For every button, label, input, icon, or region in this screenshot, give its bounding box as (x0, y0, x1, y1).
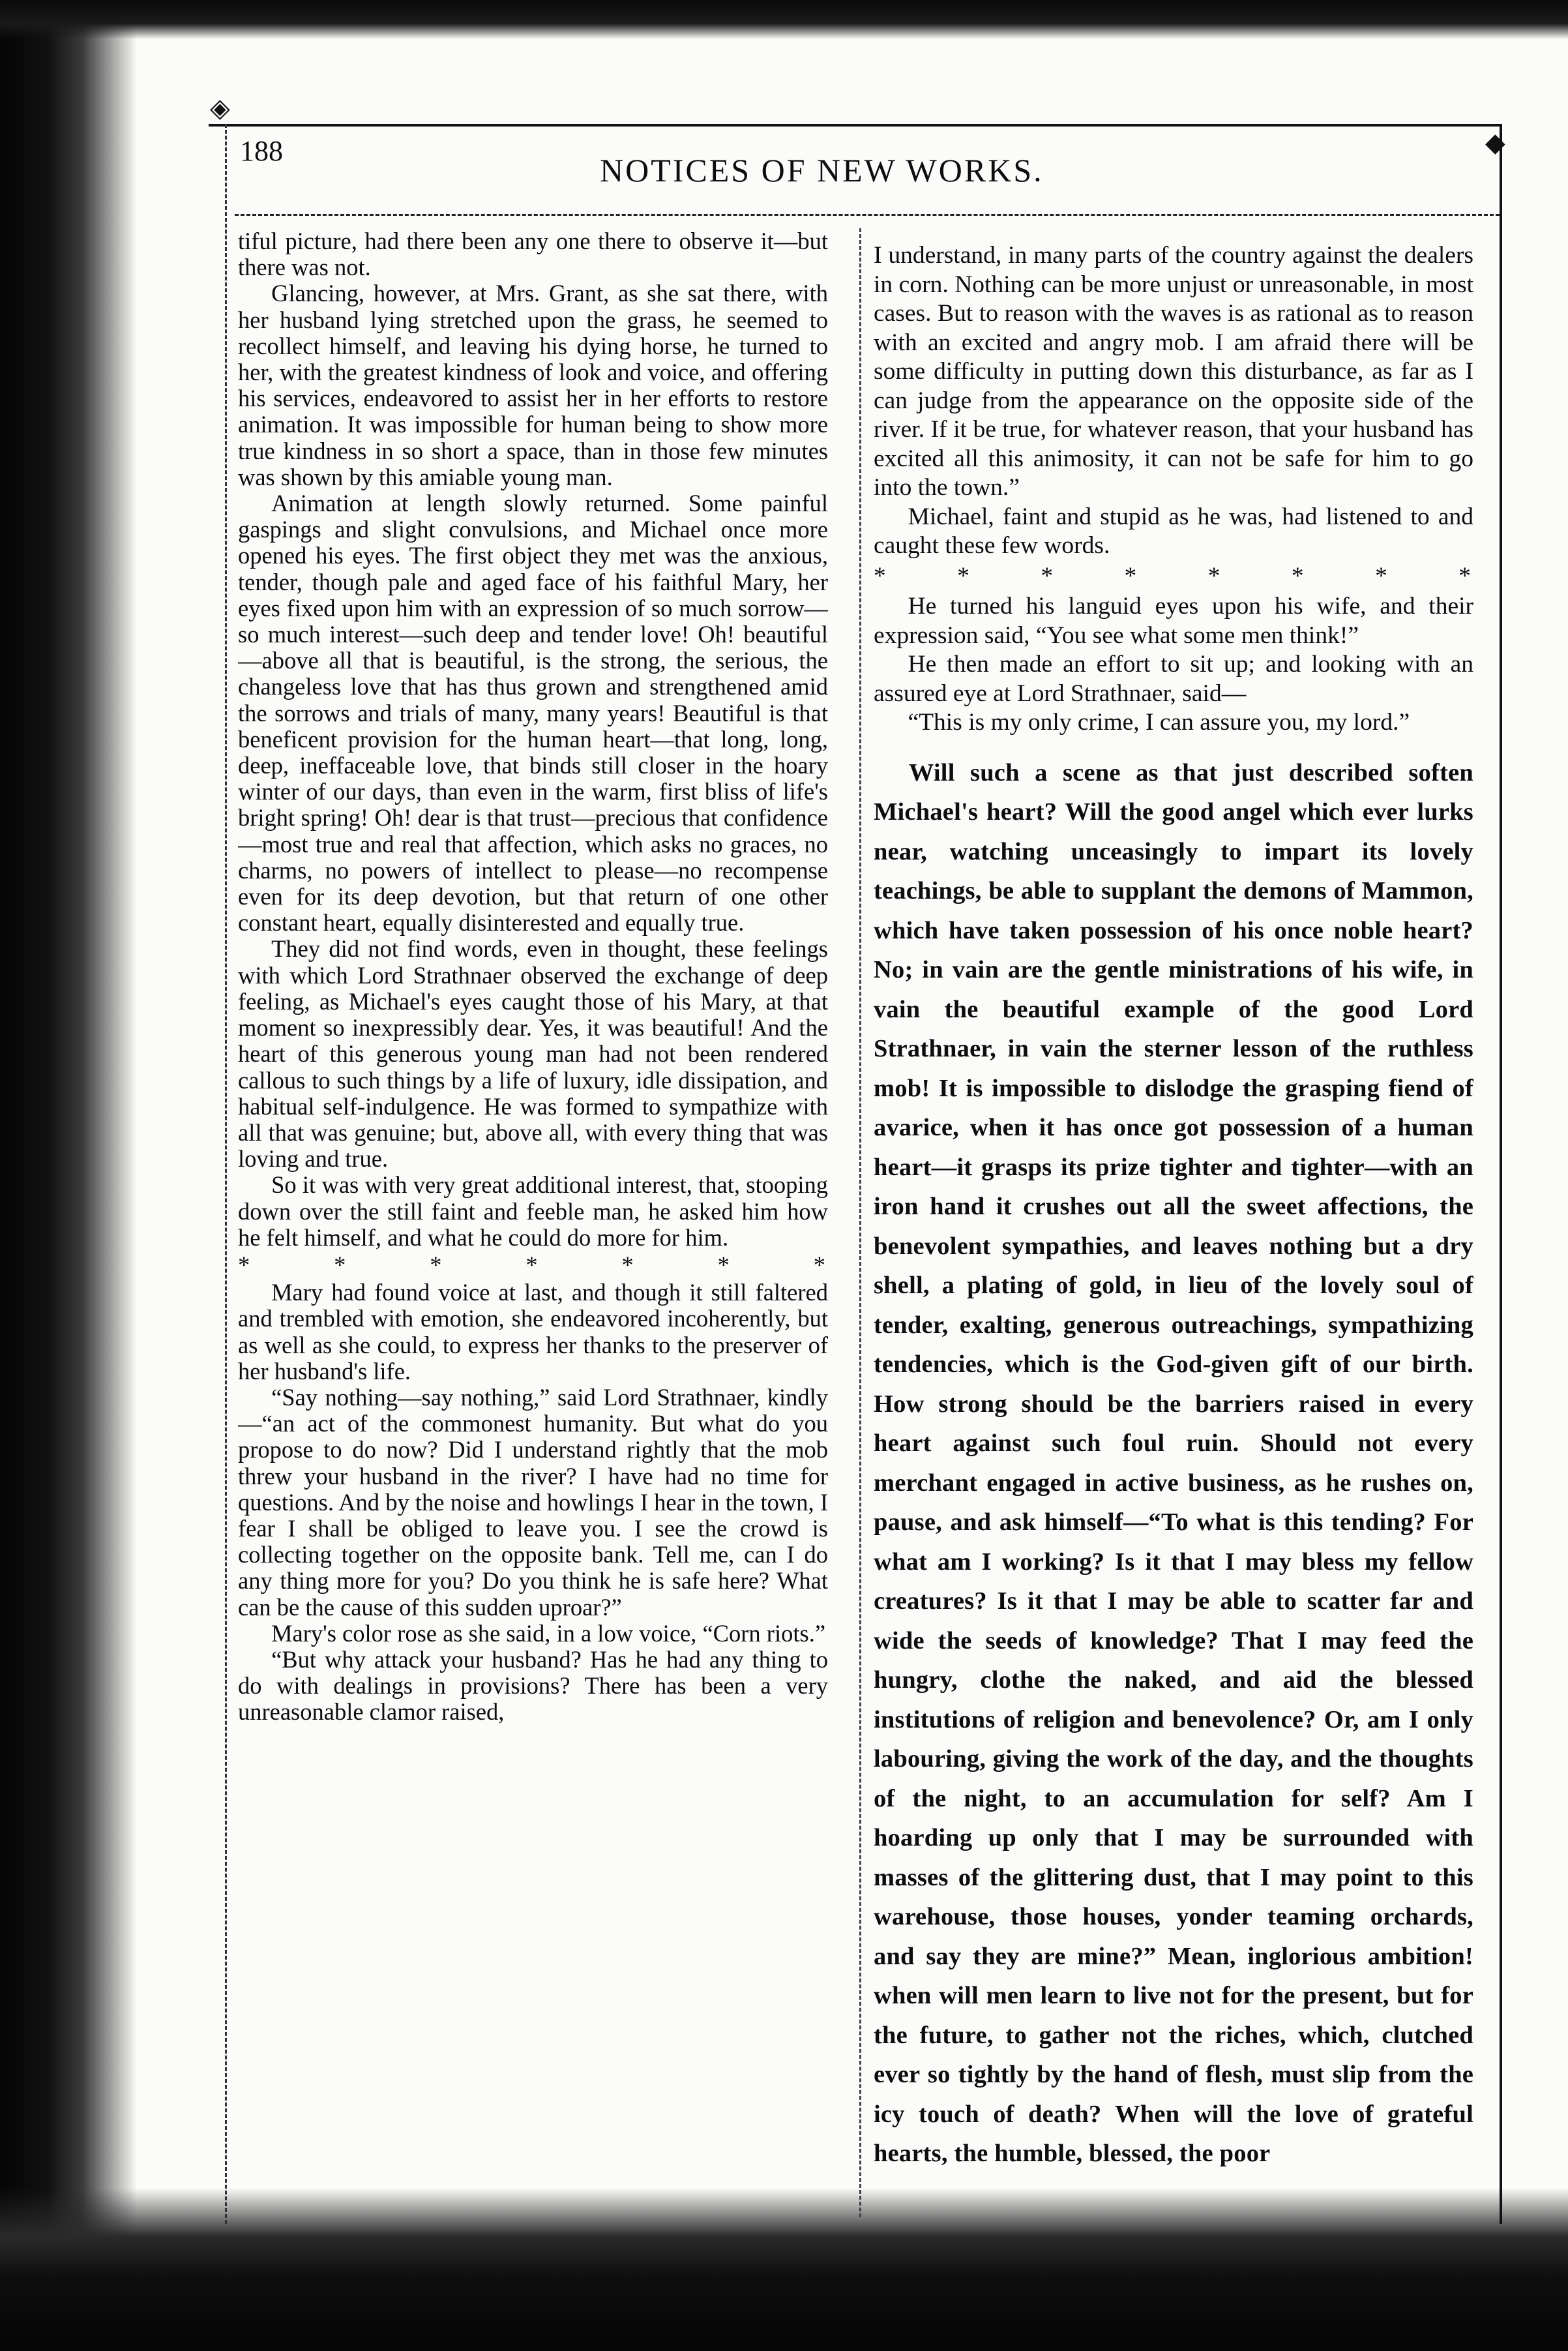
page-edge-shadow-top (0, 0, 1568, 39)
paragraph: tiful picture, had there been any one there to observe it—but there was not. (238, 228, 828, 281)
paragraph: Mary had found voice at last, and though it still faltered and trembled with emotion, she endeavored incoherently, but as well as she could, to express her thanks to the preserver of her husband's life. (238, 1279, 828, 1385)
paragraph: Glancing, however, at Mrs. Grant, as she sat there, with her husband lying stretched upon the grass, he seemed to recollect himself, and leaving his dying horse, he turned to her, with the greatest kindness of look and voice, and offering his services, endeavored to assist her in her efforts to restore animation. It was impossible for human being to show more true kindness in so short a space, than in those few minutes was shown by this amiable young man. (238, 280, 828, 490)
section-break-stars: * * * * * * * (238, 1251, 828, 1278)
top-border-rule (209, 124, 1500, 127)
paragraph: I understand, in many parts of the country against the dealers in corn. Nothing can be more unjust or unreasonable, in most cases. But to reason with the waves is as rational as to reason with an excited and angry mob. I am afraid there will be some difficulty in putting down this disturbance, as far as I can judge from the appearance on the opposite side of the river. If it be true, for whatever reason, that your husband has excited all this animosity, it can not be safe for him to go into the town.” (874, 242, 1473, 501)
column-divider-rule (859, 228, 861, 2217)
paragraph: Michael, faint and stupid as he was, had listened to and caught these few words. (874, 503, 1473, 559)
page-edge-shadow-left (0, 0, 137, 2351)
paragraph: He then made an effort to sit up; and looking with an assured eye at Lord Strathnaer, said— (874, 651, 1473, 707)
paragraph: He turned his languid eyes upon his wife, and their expression said, “You see what some men think!” (874, 593, 1473, 649)
paragraph: Animation at length slowly returned. Some painful gaspings and slight convulsions, and Michael once more opened his eyes. The first object they met was the anxious, tender, though pale and aged face of his faithful Mary, her eyes fixed upon him with an expression of so much sorrow—so much interest—such deep and tender love! Oh! beautiful—above all that is beautiful, is the strong, the serious, the changeless love that has thus grown and strengthened amid the sorrows and trials of many, many years! Beautiful is that beneficent provision for the human heart—that long, long, deep, ineffaceable love, that binds still closer in the hoary winter of our days, than even in the warm, first bliss of life's bright spring! Oh! dear is that trust—precious that confidence—most true and real that affection, which asks no graces, no charms, no powers of intellect to please—no recompense even for its deep devotion, but that return of one other constant heart, equally disinterested and equally true. (238, 490, 828, 936)
left-column (238, 228, 828, 2250)
right-column (874, 241, 1473, 2230)
right-border-rule (1500, 124, 1502, 2224)
editorial-commentary: Will such a scene as that just described soften Michael's heart? Will the good angel which ever lurks near, watching unceasingly to impart its lovely teachings, be able to supplant the demons of Mammon, which have taken possession of his once noble heart? No; in vain are the gentle ministrations of his wife, in vain the beautiful example of the good Lord Strathnaer, in vain the sterner lesson of the ruthless mob! It is impossible to dislodge the grasping fiend of avarice, when it has once got possession of a human heart—it grasps its prize tighter and tighter—with an iron hand it crushes out all the sweet affections, the benevolent sympathies, and leaves nothing but a dry shell, a plating of gold, in lieu of the lovely soul of tender, exalting, generous outreachings, sympathizing tendencies, which is the God-given gift of our birth. How strong should be the barriers raised in every heart against such foul ruin. Should not every merchant engaged in active business, as he rushes on, pause, and ask himself—“To what is this tending? For what am I working? Is it that I may bless my fellow creatures? Is it that I may be able to scatter far and wide the seeds of knowledge? That I may feed the hungry, clothe the naked, and aid the blessed institutions of religion and benevolence? Or, am I only labouring, giving the work of the day, and the thoughts of the night, to an accumulation for self? Am I hoarding up only that I may be surrounded with masses of the glittering dust, that I may point to this warehouse, those houses, yonder teaming orchards, and say they are mine?” Mean, inglorious ambition! when will men learn to live not for the present, but for the future, to gather not the riches, which, clutched ever so tightly by the hand of flesh, must slip from the icy touch of death? When will the love of grateful hearts, the humble, blessed, the poor (874, 758, 1473, 2167)
header-underline-rule (235, 214, 1500, 216)
left-border-rule (225, 124, 227, 2224)
paragraph: So it was with very great additional interest, that, stooping down over the still faint and feeble man, he asked him how he felt himself, and what he could do more for him. (238, 1171, 828, 1251)
paragraph: “This is my only crime, I can assure you, my lord.” (908, 709, 1410, 736)
running-head: NOTICES OF NEW WORKS. (600, 152, 1044, 188)
diamond-ornament-icon: ◆ (1485, 128, 1505, 157)
section-break-stars: * * * * * * * * (874, 562, 1473, 590)
diamond-ornament-icon: ◈ (210, 93, 230, 123)
paragraph: They did not find words, even in thought, these feelings with which Lord Strathnaer observed the exchange of deep feeling, as Michael's eyes caught those of his Mary, at that moment so inexpressibly dear. Yes, it was beautiful! And the heart of this generous young man had not been rendered callous to such things by a life of luxury, idle dissipation, and habitual self-indulgence. He was formed to sympathize with all that was genuine; but, above all, with every thing that was loving and true. (238, 935, 828, 1173)
paragraph: “But why attack your husband? Has he had any thing to do with dealings in provisions? There has been a very unreasonable clamor raised, (238, 1645, 828, 1726)
paragraph: Mary's color rose as she said, in a low voice, “Corn riots.” (271, 1619, 826, 1647)
page-number: 188 (240, 135, 283, 167)
paragraph: “Say nothing—say nothing,” said Lord Strathnaer, kindly—“an act of the commonest humanity. But what do you propose to do now? Did I understand rightly that the mob threw your husband in the river? I have had no time for questions. And by the noise and howlings I hear in the town, I fear I shall be obliged to leave you. I see the crowd is collecting together on the opposite bank. Tell me, can I do any thing more for you? Do you think he is safe here? What can be the cause of this sudden uproar?” (238, 1383, 828, 1621)
